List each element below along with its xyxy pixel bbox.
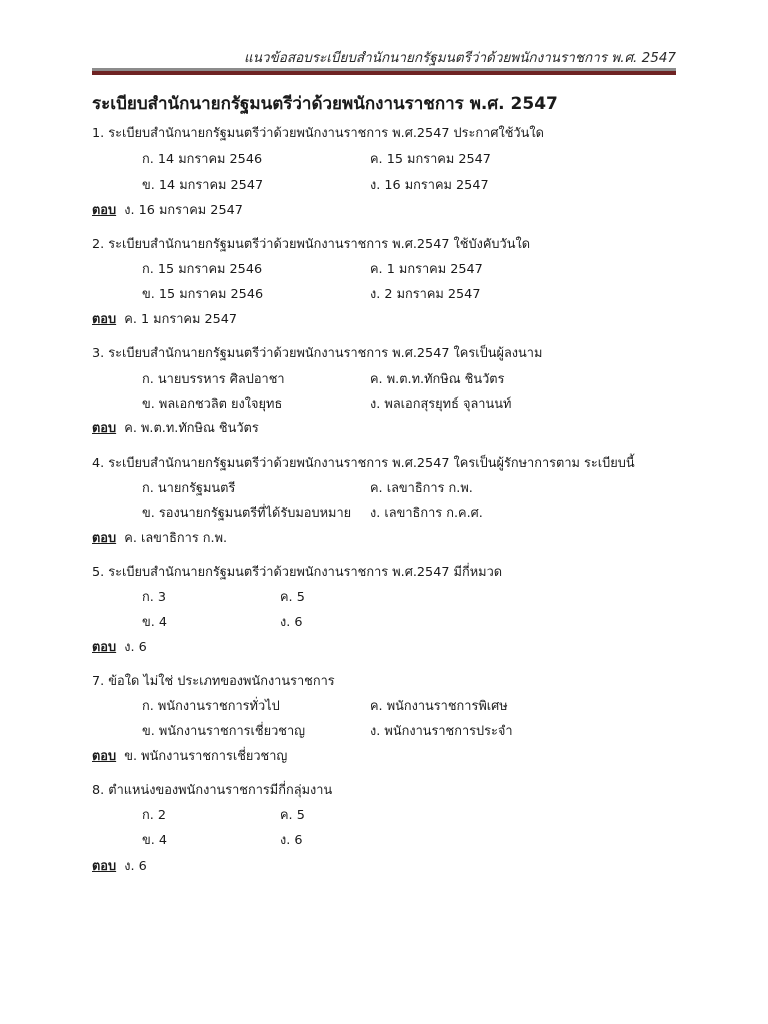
answer-value: ค. เลขาธิการ ก.พ.	[124, 531, 228, 546]
q2-choice-kho: ค. 1 มกราคม 2547	[370, 262, 483, 277]
q1-choice-kho: ค. 15 มกราคม 2547	[370, 152, 491, 167]
q2-choice-ko: ก. 15 มกราคม 2546	[142, 262, 263, 277]
header-rule-maroon	[92, 71, 676, 75]
q1-choice-kha: ข. 14 มกราคม 2547	[142, 178, 264, 193]
q1-choice-ko: ก. 14 มกราคม 2546	[142, 152, 263, 167]
answer-label: ตอบ	[92, 203, 117, 218]
q4-choice-kha: ข. รองนายกรัฐมนตรีที่ได้รับมอบหมาย	[142, 506, 352, 521]
answer-value: ง. 16 มกราคม 2547	[124, 203, 243, 218]
q1-answer	[92, 199, 243, 220]
answer-label: ตอบ	[92, 531, 117, 546]
q2-answer	[92, 308, 237, 329]
question-8: 8. ตำแหน่งของพนักงานราชการมีกี่กลุ่มงาน	[92, 783, 333, 798]
q2-choice-ngo: ง. 2 มกราคม 2547	[370, 287, 481, 302]
q5-choice-ngo: ง. 6	[280, 615, 303, 630]
q8-choice-ngo: ง. 6	[280, 833, 303, 848]
question-4: 4. ระเบียบสำนักนายกรัฐมนตรีว่าด้วยพนักงานราชการ พ.ศ.2547 ใครเป็นผู้รักษาการตาม ระเบียบนี้	[92, 456, 635, 471]
q4-answer	[92, 527, 227, 548]
q4-choice-ko: ก. นายกรัฐมนตรี	[142, 481, 236, 496]
answer-label: ตอบ	[92, 312, 117, 327]
q7-choice-kha: ข. พนักงานราชการเชี่ยวชาญ	[142, 724, 306, 739]
answer-value: ข. พนักงานราชการเชี่ยวชาญ	[124, 749, 288, 764]
q3-answer	[92, 417, 259, 438]
answer-label: ตอบ	[92, 421, 117, 436]
q3-choice-ko: ก. นายบรรหาร ศิลปอาชา	[142, 372, 285, 387]
answer-value: ค. พ.ต.ท.ทักษิณ ชินวัตร	[124, 421, 259, 436]
q5-choice-kha: ข. 4	[142, 615, 168, 630]
q8-choice-ko: ก. 2	[142, 808, 167, 823]
question-7: 7. ข้อใด ไม่ใช่ ประเภทของพนักงานราชการ	[92, 674, 335, 689]
q7-answer	[92, 745, 287, 766]
document-title: ระเบียบสำนักนายกรัฐมนตรีว่าด้วยพนักงานราชการ พ.ศ. 2547	[92, 94, 558, 114]
q5-choice-kho: ค. 5	[280, 590, 305, 605]
answer-value: ง. 6	[124, 859, 147, 874]
answer-value: ค. 1 มกราคม 2547	[124, 312, 238, 327]
q3-choice-ngo: ง. พลเอกสุรยุทธ์ จุลานนท์	[370, 397, 512, 412]
q3-choice-kha: ข. พลเอกชวลิต ยงใจยุทธ	[142, 397, 283, 412]
running-header: แนวข้อสอบระเบียบสำนักนายกรัฐมนตรีว่าด้วยพนักงานราชการ พ.ศ. 2547	[244, 50, 676, 66]
q8-choice-kho: ค. 5	[280, 808, 305, 823]
answer-value: ง. 6	[124, 640, 147, 655]
q2-choice-kha: ข. 15 มกราคม 2546	[142, 287, 264, 302]
question-1: 1. ระเบียบสำนักนายกรัฐมนตรีว่าด้วยพนักงานราชการ พ.ศ.2547 ประกาศใช้วันใด	[92, 126, 544, 141]
q5-answer	[92, 636, 147, 657]
q5-choice-ko: ก. 3	[142, 590, 167, 605]
question-5: 5. ระเบียบสำนักนายกรัฐมนตรีว่าด้วยพนักงานราชการ พ.ศ.2547 มีกี่หมวด	[92, 565, 503, 580]
question-3: 3. ระเบียบสำนักนายกรัฐมนตรีว่าด้วยพนักงานราชการ พ.ศ.2547 ใครเป็นผู้ลงนาม	[92, 346, 543, 361]
q7-choice-ngo: ง. พนักงานราชการประจำ	[370, 724, 513, 739]
q4-choice-kho: ค. เลขาธิการ ก.พ.	[370, 481, 473, 496]
q7-choice-ko: ก. พนักงานราชการทั่วไป	[142, 699, 280, 714]
q3-choice-kho: ค. พ.ต.ท.ทักษิณ ชินวัตร	[370, 372, 505, 387]
answer-label: ตอบ	[92, 640, 117, 655]
q7-choice-kho: ค. พนักงานราชการพิเศษ	[370, 699, 508, 714]
q8-answer	[92, 855, 147, 876]
answer-label: ตอบ	[92, 859, 117, 874]
answer-label: ตอบ	[92, 749, 117, 764]
q4-choice-ngo: ง. เลขาธิการ ก.ค.ศ.	[370, 506, 483, 521]
q8-choice-kha: ข. 4	[142, 833, 168, 848]
question-2: 2. ระเบียบสำนักนายกรัฐมนตรีว่าด้วยพนักงานราชการ พ.ศ.2547 ใช้บังคับวันใด	[92, 237, 531, 252]
q1-choice-ngo: ง. 16 มกราคม 2547	[370, 178, 489, 193]
